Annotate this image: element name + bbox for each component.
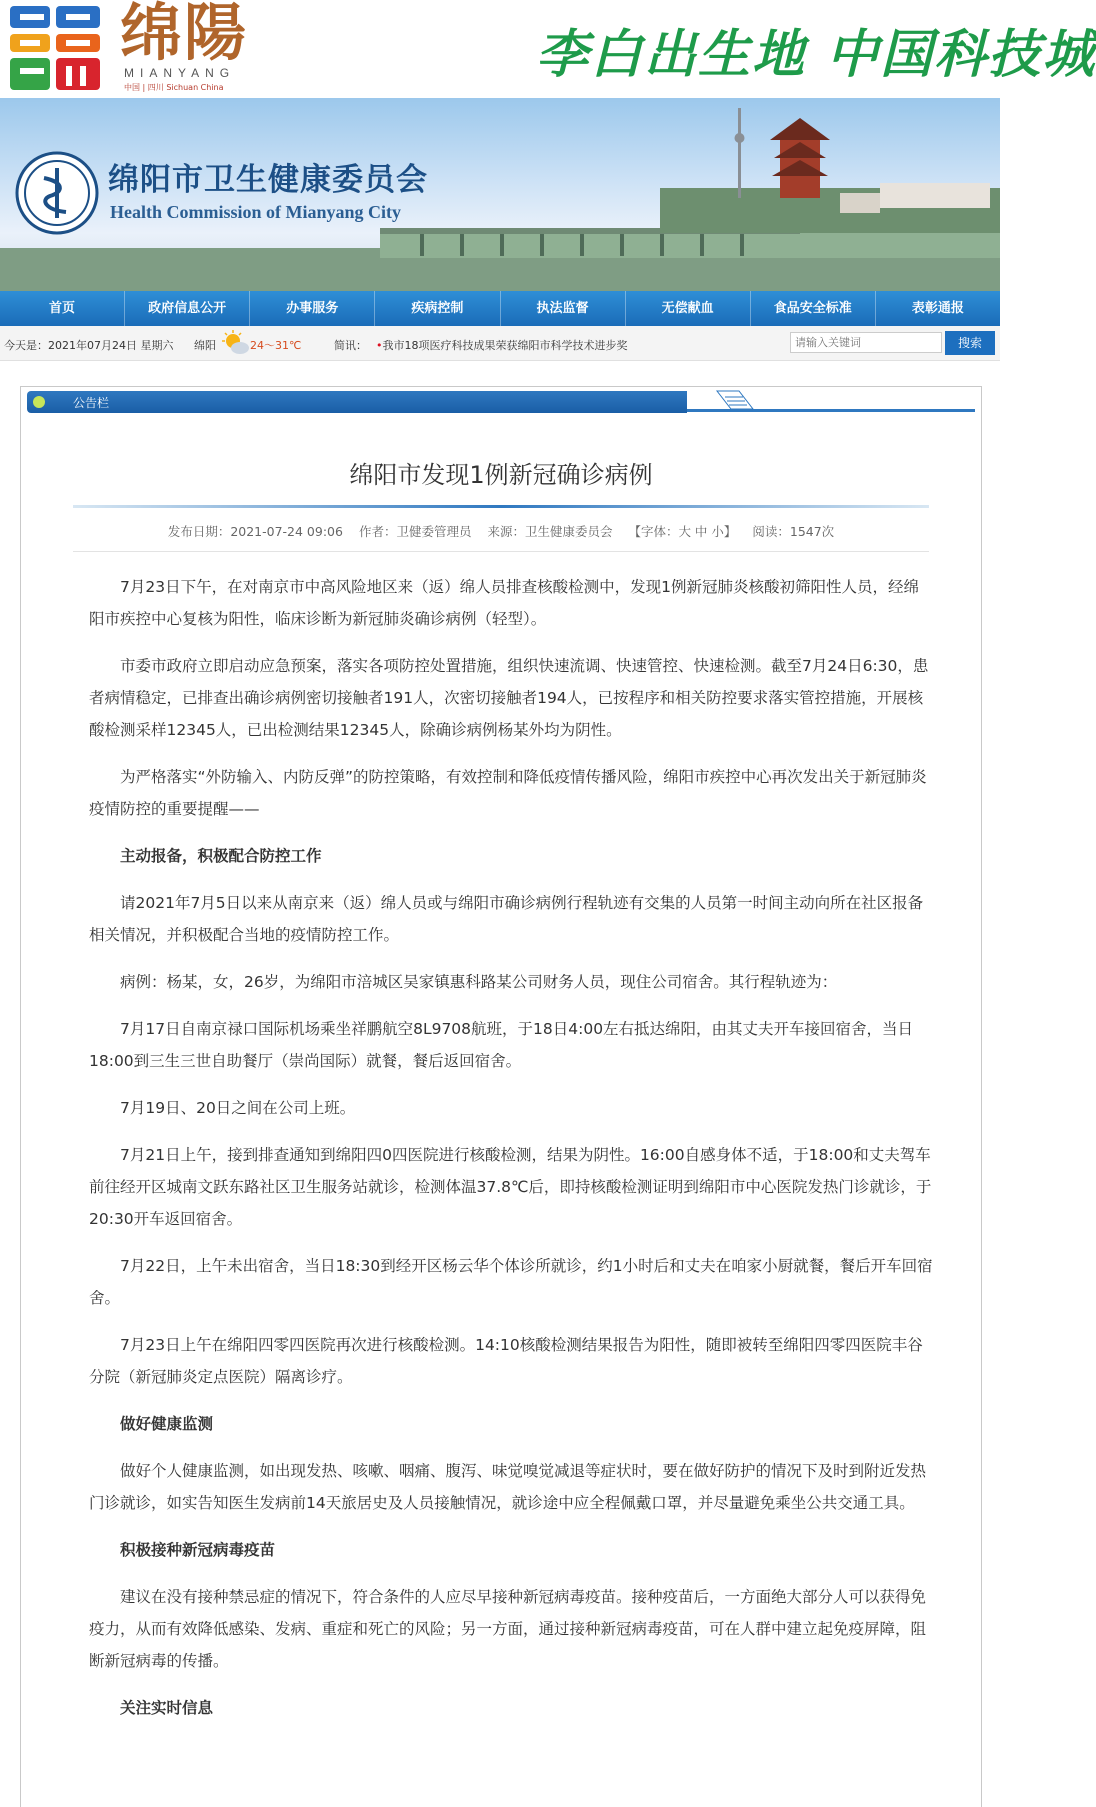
source: 来源：卫生健康委员会 bbox=[487, 524, 613, 539]
article-meta bbox=[21, 522, 981, 540]
section-heading: 积极接种新冠病毒疫苗 bbox=[120, 1541, 276, 1559]
news-headline: 我市18项医疗科技成果荣获绵阳市科学技术进步奖 bbox=[382, 339, 628, 352]
weather-city: 绵阳 bbox=[194, 339, 216, 352]
nav-blood-donation[interactable]: 无偿献血 bbox=[626, 291, 751, 326]
paragraph: 7月23日上午在绵阳四零四医院再次进行核酸检测。14:10核酸检测结果报告为阳性，随即被转至绵阳四零四医院丰谷分院（新冠肺炎定点医院）隔离诊疗。 bbox=[89, 1336, 923, 1386]
top-logo-strip bbox=[0, 0, 1096, 98]
search-button[interactable]: 搜索 bbox=[945, 331, 995, 355]
section-heading: 主动报备，积极配合防控工作 bbox=[120, 847, 322, 865]
search-input[interactable] bbox=[790, 332, 942, 353]
news-bullet: • bbox=[376, 339, 383, 352]
read-count: 阅读：1547次 bbox=[752, 524, 835, 539]
mianyang-logo-icon bbox=[8, 4, 103, 94]
city-slogan: 李白出生地 中国科技城 bbox=[536, 24, 1096, 85]
paragraph: 7月21日上午，接到排查通知到绵阳四0四医院进行核酸检测，结果为阴性。16:00自感身体不适，于18:00和丈夫驾车前往经开区城南文跃东路社区卫生服务站就诊，检测体温37.8℃后，即持核酸检测证明到绵阳市中心医院发热门诊就诊，于20:30开车返回宿舍。 bbox=[89, 1146, 932, 1228]
content-frame bbox=[20, 386, 982, 1807]
nav-disease-control[interactable]: 疾病控制 bbox=[375, 291, 500, 326]
news-label: 简讯： bbox=[334, 339, 367, 352]
header-banner bbox=[0, 98, 1000, 291]
section-heading: 做好健康监测 bbox=[120, 1415, 214, 1433]
city-name-cn: 绵陽 bbox=[120, 0, 249, 69]
org-name-cn: 绵阳市卫生健康委员会 bbox=[108, 162, 428, 198]
nav-commendations[interactable]: 表彰通报 bbox=[911, 301, 964, 316]
paragraph: 病例：杨某，女，26岁，为绵阳市涪城区吴家镇惠科路某公司财务人员，现住公司宿舍。其行程轨迹为： bbox=[120, 973, 838, 991]
notice-arrow-icon bbox=[33, 396, 45, 408]
paragraph: 建议在没有接种禁忌症的情况下，符合条件的人应尽早接种新冠病毒疫苗。接种疫苗后，一方面绝大部分人可以获得免疫力，从而有效降低感染、发病、重症和死亡的风险；另一方面，通过接种新冠病毒疫苗，可在人群中建立起免疫屏障，阻断新冠病毒的传播。 bbox=[89, 1588, 927, 1670]
info-bar bbox=[0, 326, 1000, 361]
city-name-en: MIANYANG bbox=[124, 66, 236, 80]
article-body bbox=[89, 571, 933, 1739]
section-heading: 关注实时信息 bbox=[120, 1699, 214, 1717]
paragraph: 请2021年7月5日以来从南京来（返）绵人员或与绵阳市确诊病例行程轨迹有交集的人员第一时间主动向所在社区报备相关情况，并积极配合当地的疫情防控工作。 bbox=[89, 894, 924, 944]
paragraph: 7月22日，上午未出宿舍，当日18:30到经开区杨云华个体诊所就诊，约1小时后和丈夫在咱家小厨就餐，餐后开车回宿舍。 bbox=[89, 1257, 933, 1307]
health-commission-emblem-icon bbox=[14, 150, 100, 236]
notice-stripes-icon bbox=[717, 391, 753, 409]
notice-label: 公告栏 bbox=[73, 396, 110, 410]
font-size-controls[interactable]: 【字体：大 中 小】 bbox=[628, 524, 737, 539]
org-name-en: Health Commission of Mianyang City bbox=[110, 202, 402, 222]
sunny-cloudy-weather-icon bbox=[222, 330, 250, 356]
paragraph: 做好个人健康监测，如出现发热、咳嗽、咽痛、腹泻、味觉嗅觉减退等症状时，要在做好防护的情况下及时到附近发热门诊就诊，如实告知医生发病前14天旅居史及人员接触情况，就诊途中应全程佩戴口罩，并尽量避免乘坐公共交通工具。 bbox=[89, 1462, 927, 1512]
weather-temperature: 24～31℃ bbox=[250, 339, 302, 352]
article-title: 绵阳市发现1例新冠确诊病例 bbox=[349, 461, 653, 489]
nav-enforcement[interactable]: 执法监督 bbox=[501, 291, 626, 326]
meta-divider bbox=[73, 551, 929, 552]
nav-home[interactable]: 首页 bbox=[0, 291, 125, 326]
nav-gov-info[interactable]: 政府信息公开 bbox=[125, 291, 250, 326]
notice-underline bbox=[687, 409, 975, 412]
city-subtitle: 中国 | 四川 Sichuan China bbox=[124, 83, 224, 92]
news-ticker-link[interactable] bbox=[376, 337, 628, 353]
main-nav bbox=[0, 291, 1000, 326]
publish-date: 发布日期：2021-07-24 09:06 bbox=[167, 524, 343, 539]
today-date: 今天是：2021年07月24日 星期六 bbox=[4, 339, 174, 352]
notice-bar bbox=[27, 391, 687, 413]
author: 作者：卫健委管理员 bbox=[358, 524, 472, 539]
nav-food-safety[interactable]: 食品安全标准 bbox=[751, 291, 876, 326]
paragraph: 为严格落实“外防输入、内防反弹”的防控策略，有效控制和降低疫情传播风险，绵阳市疾控中心再次发出关于新冠肺炎疫情防控的重要提醒—— bbox=[89, 768, 927, 818]
title-divider bbox=[73, 505, 929, 508]
paragraph: 7月19日、20日之间在公司上班。 bbox=[120, 1099, 356, 1117]
paragraph: 7月17日自南京禄口国际机场乘坐祥鹏航空8L9708航班，于18日4:00左右抵达绵阳，由其丈夫开车接回宿舍，当日18:00到三生三世自助餐厅（崇尚国际）就餐，餐后返回宿舍。 bbox=[89, 1020, 914, 1070]
nav-services[interactable]: 办事服务 bbox=[250, 291, 375, 326]
paragraph: 7月23日下午，在对南京市中高风险地区来（返）绵人员排查核酸检测中，发现1例新冠肺炎核酸初筛阳性人员，经绵阳市疾控中心复核为阳性，临床诊断为新冠肺炎确诊病例（轻型）。 bbox=[89, 578, 919, 628]
paragraph: 市委市政府立即启动应急预案，落实各项防控处置措施，组织快速流调、快速管控、快速检测。截至7月24日6:30，患者病情稳定，已排查出确诊病例密切接触者191人，次密切接触者194人，已按程序和相关防控要求落实管控措施，开展核酸检测采样12345人，已出检测结果12345人，除确诊病例杨某外均为阴性。 bbox=[89, 657, 929, 739]
notice-board-tab bbox=[27, 391, 975, 413]
